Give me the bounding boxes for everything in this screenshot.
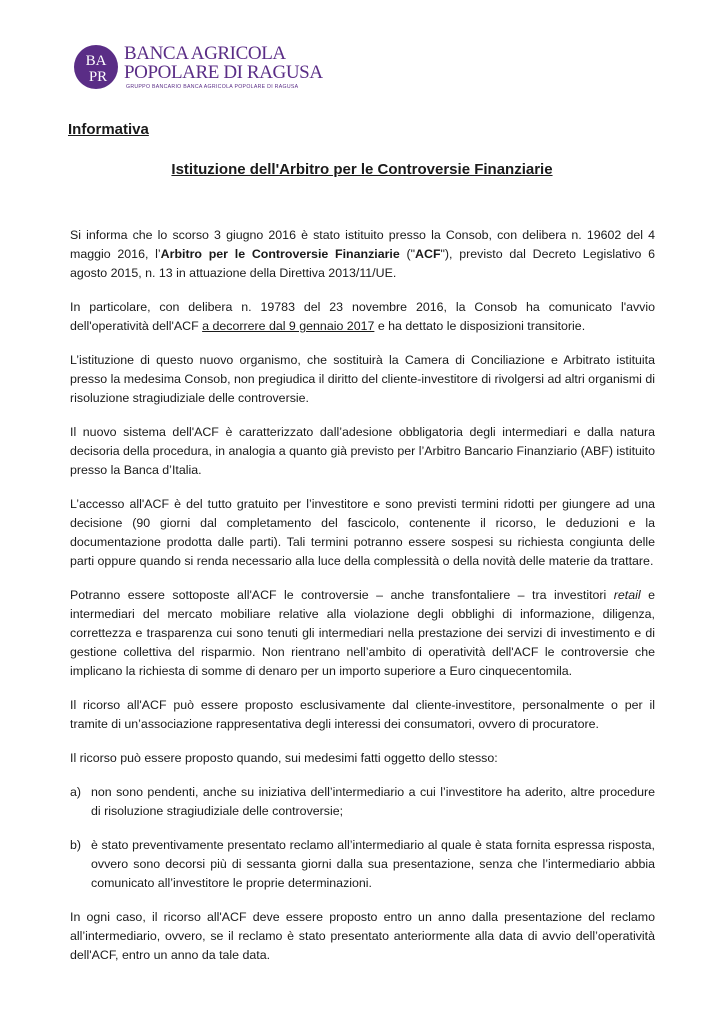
paragraph-9: In ogni caso, il ricorso all'ACF deve essere proposto entro un anno dalla presentazione del reclamo all’intermediario, ovvero, se il reclamo è stato presentato anteriormente alla data di avvio dell’operatività dell'ACF, entro un anno da tale data. <box>70 910 655 962</box>
p2-text-a: In particolare, con delibera n. 19783 del 23 novembre 2016, la Consob ha comunicato l'avvio dell'operatività dell'ACF <box>70 300 655 333</box>
paragraph-3: L’istituzione di questo nuovo organismo, che sostituirà la Camera di Conciliazione e Arbitrato istituita presso la medesima Consob, non pregiudica il diritto del cliente-investitore di rivolgersi ad altri organismi di risoluzione stragiudiziale delle controversie. <box>70 353 655 405</box>
bank-name-line1: BANCA AGRICOLA <box>124 43 286 64</box>
list-item <box>70 836 655 893</box>
list-marker: a) <box>70 785 82 799</box>
paragraph-8: Il ricorso può essere proposto quando, sui medesimi fatti oggetto dello stesso: <box>70 751 498 765</box>
banking-group-line: GRUPPO BANCARIO BANCA AGRICOLA POPOLARE DI RAGUSA <box>126 84 299 90</box>
paragraph-4: Il nuovo sistema dell'ACF è caratterizzato dall’adesione obbligatoria degli intermediari e dalla natura decisoria della procedura, in analogia a quanto già previsto per l’Arbitro Bancario Finanziario (ABF) istituito presso la Banca d’Italia. <box>70 425 655 477</box>
bapr-monogram-icon <box>72 44 120 90</box>
bank-name-line2: POPOLARE DI RAGUSA <box>124 62 323 83</box>
acf-acronym: ACF <box>415 247 441 261</box>
p1-text-e: "), previsto dal Decreto Legislativo 6 agosto 2015, n. 13 in attuazione della Direttiva 2013/11/UE. <box>70 247 655 280</box>
p6-text-a: Potranno essere sottoposte all'ACF le controversie – anche transfontaliere – tra investitori <box>70 588 614 602</box>
svg-text:BA: BA <box>85 53 107 69</box>
list-item <box>70 783 655 821</box>
p2-text-c: e ha dettato le disposizioni transitorie. <box>374 319 586 333</box>
p1-text-a: Si informa che lo scorso 3 giugno 2016 è stato istituito presso la Consob, con delibera n. 19602 del 4 maggio 2016, l’ <box>70 228 655 261</box>
acf-full-name: Arbitro per le Controversie Finanziarie <box>160 247 400 261</box>
bank-name <box>124 44 344 82</box>
paragraph-7: Il ricorso all'ACF può essere proposto esclusivamente dal cliente-investitore, personalmente o per il tramite di un’associazione rappresentativa degli interessi dei consumatori, ovvero di procuratore. <box>70 698 655 731</box>
paragraph-5: L’accesso all'ACF è del tutto gratuito per l’investitore e sono previsti termini ridotti per giungere ad una decisione (90 giorni dal completamento del fascicolo, contenente il ricorso, le deduzioni e la documentazione prodotta dalle parti). Tali termini potranno essere sospesi su richiesta congiunta delle parti oppure quando si renda necessario alla luce della complessità o della novità delle materie da trattare. <box>70 497 655 568</box>
paragraph-2 <box>70 298 655 336</box>
paragraph-6 <box>70 586 655 681</box>
paragraph-1 <box>70 226 655 283</box>
document-subheading: Istituzione dell'Arbitro per le Controversie Finanziarie <box>171 161 553 178</box>
list-marker: b) <box>70 838 82 852</box>
p1-text-c: (" <box>399 247 416 261</box>
document-body <box>70 226 655 980</box>
retail-italic: retail <box>613 588 641 602</box>
list-item-text: non sono pendenti, anche su iniziativa dell’intermediario a cui l’investitore ha aderito, altre procedure di risoluzione stragiudiziale delle controversie; <box>91 785 655 818</box>
bank-logo <box>72 44 342 96</box>
p6-text-c: e intermediari del mercato mobiliare relative alla violazione degli obblighi di informazione, diligenza, correttezza e trasparenza cui sono tenuti gli intermediari nella prestazione dei servizi di investimento e di gestione collettiva del risparmio. Non rientrano nell’ambito di operatività dell'ACF le controversie che implicano la richiesta di somme di denaro per un importo superiore a Euro cinquecentomila. <box>70 588 655 678</box>
svg-text:PR: PR <box>88 69 108 85</box>
start-date-underlined: a decorrere dal 9 gennaio 2017 <box>202 319 375 333</box>
document-heading: Informativa <box>68 121 149 138</box>
list-item-text: è stato preventivamente presentato reclamo all’intermediario al quale è stata fornita espressa risposta, ovvero sono decorsi più di sessanta giorni dalla sua presentazione, senza che l’intermediario abbia comunicato all’investitore le proprie determinazioni. <box>91 838 655 890</box>
